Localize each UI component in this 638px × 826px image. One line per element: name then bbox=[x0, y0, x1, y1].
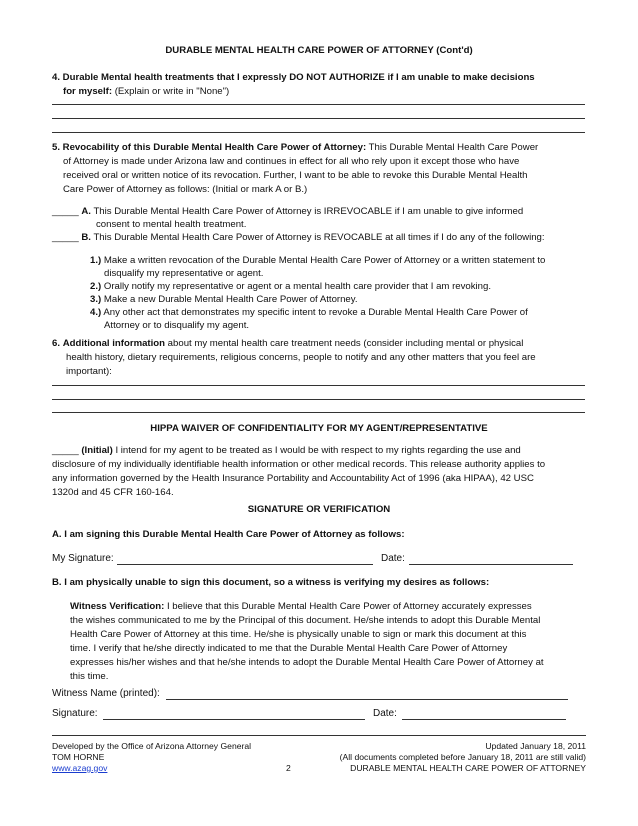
date-label: Date: bbox=[381, 553, 405, 564]
signature-a-heading: A. I am signing this Durable Mental Health Care Power of Attorney as follows: bbox=[52, 529, 405, 540]
footer-website-link[interactable]: www.azag.gov bbox=[52, 763, 108, 773]
hippa-line-1: _____ (Initial) I intend for my agent to be treated as I would be with respect to my rights regarding the use and bbox=[52, 445, 521, 456]
signature-b-heading: B. I am physically unable to sign this document, so a witness is verifying my desires as follows: bbox=[52, 577, 490, 588]
option-b-initial-blank[interactable]: _____ bbox=[52, 232, 79, 243]
section-6-line-3: important): bbox=[66, 366, 112, 377]
date-2-label: Date: bbox=[373, 708, 397, 719]
section-5-line-3: received oral or written notice of its revocation. Further, I want to be able to revoke this Durable Mental Health bbox=[63, 170, 528, 181]
revoke-item-4: 4.) Any other act that demonstrates my specific intent to revoke a Durable Mental Health Care Power of bbox=[90, 307, 528, 318]
signature-field[interactable] bbox=[103, 719, 365, 720]
revoke-item-1-cont: disqualify my representative or agent. bbox=[104, 268, 264, 279]
section-6-answer-line-2[interactable] bbox=[52, 399, 585, 400]
page-number: 2 bbox=[286, 763, 291, 773]
revoke-item-4-cont: Attorney or to disqualify my agent. bbox=[104, 320, 250, 331]
witness-line-4: time. I verify that he/she directly indicated to me that the Durable Mental Health Care Power of Attorney bbox=[70, 643, 508, 654]
revoke-item-1: 1.) Make a written revocation of the Durable Mental Health Care Power of Attorney or a written statement to bbox=[90, 255, 546, 266]
section-6-answer-line-3[interactable] bbox=[52, 412, 585, 413]
option-b-line: _____ B. This Durable Mental Health Care Power of Attorney is REVOCABLE at all times if I do any of the following: bbox=[52, 232, 545, 243]
option-a-line: _____ A. This Durable Mental Health Care Power of Attorney is IRREVOCABLE if I am unable to give informed bbox=[52, 206, 524, 217]
section-6-answer-line-1[interactable] bbox=[52, 385, 585, 386]
witness-line-2: the wishes communicated to me by the Principal of this document. He/she intends to adopt this Durable Mental bbox=[70, 615, 541, 626]
section-5-line-2: of Attorney is made under Arizona law and continues in effect for all who rely upon it except those who have bbox=[63, 156, 520, 167]
hippa-line-4: 1320d and 45 CFR 160-164. bbox=[52, 487, 174, 498]
my-signature-label: My Signature: bbox=[52, 553, 114, 564]
witness-line-1: Witness Verification: I believe that this Durable Mental Health Care Power of Attorney accurately expresses bbox=[70, 601, 532, 612]
footer-office: Developed by the Office of Arizona Attorney General bbox=[52, 741, 252, 751]
witness-name-field[interactable] bbox=[166, 699, 568, 700]
revoke-item-3: 3.) Make a new Durable Mental Health Care Power of Attorney. bbox=[90, 294, 358, 305]
footer-updated: Updated January 18, 2011 bbox=[485, 741, 586, 751]
hippa-initial-blank[interactable]: _____ bbox=[52, 445, 79, 456]
witness-line-3: Health Care Power of Attorney at this time. He/she is physically unable to sign or mark this document at this bbox=[70, 629, 527, 640]
page-title: DURABLE MENTAL HEALTH CARE POWER OF ATTORNEY (Cont'd) bbox=[165, 45, 473, 56]
section-4-heading: 4. Durable Mental health treatments that I expressly DO NOT AUTHORIZE if I am unable to make decisions bbox=[52, 72, 535, 83]
footer-doc-title: DURABLE MENTAL HEALTH CARE POWER OF ATTORNEY bbox=[350, 763, 586, 773]
signature-heading: SIGNATURE OR VERIFICATION bbox=[247, 504, 391, 515]
section-4-answer-line-2[interactable] bbox=[52, 118, 585, 119]
footer-link-wrap bbox=[52, 763, 107, 774]
section-4-answer-line-1[interactable] bbox=[52, 104, 585, 105]
section-5-line-4: Care Power of Attorney as follows: (Initial or mark A or B.) bbox=[63, 184, 308, 195]
witness-line-5: expresses his/her wishes and that he/she intends to adopt the Durable Mental Health Care Power of Attorney at bbox=[70, 657, 544, 668]
section-6-line-1: 6. Additional information about my mental health care treatment needs (consider including mental or physical bbox=[52, 338, 524, 349]
hippa-line-3: any information governed by the Health Insurance Portability and Accountability Act of 1996 (aka HIPAA), 42 USC bbox=[52, 473, 534, 484]
footer-validity-note: (All documents completed before January 18, 2011 are still valid) bbox=[339, 752, 586, 762]
section-6-line-2: health history, dietary requirements, religious concerns, people to notify and any other matters that you feel are bbox=[66, 352, 536, 363]
option-a-line-2: consent to mental health treatment. bbox=[96, 219, 247, 230]
section-4-subheading: for myself: (Explain or write in "None") bbox=[63, 86, 230, 97]
my-signature-field[interactable] bbox=[117, 564, 373, 565]
signature-label: Signature: bbox=[52, 708, 98, 719]
section-5-line-1: 5. Revocability of this Durable Mental Health Care Power of Attorney: This Durable Mental Health Care Power bbox=[52, 142, 539, 153]
witness-name-label: Witness Name (printed): bbox=[52, 688, 160, 699]
hippa-heading: HIPPA WAIVER OF CONFIDENTIALITY FOR MY AGENT/REPRESENTATIVE bbox=[150, 423, 488, 434]
section-4-answer-line-3[interactable] bbox=[52, 132, 585, 133]
date-field[interactable] bbox=[409, 564, 573, 565]
revoke-item-2: 2.) Orally notify my representative or agent or a mental health care provider that I am revoking. bbox=[90, 281, 492, 292]
witness-line-6: this time. bbox=[70, 671, 109, 682]
date-2-field[interactable] bbox=[402, 719, 566, 720]
footer-divider bbox=[52, 735, 586, 736]
hippa-line-2: disclosure of my individually identifiable health information or other medical records. This release authority applies to bbox=[52, 459, 546, 470]
option-a-initial-blank[interactable]: _____ bbox=[52, 206, 79, 217]
footer-name: TOM HORNE bbox=[52, 752, 105, 762]
